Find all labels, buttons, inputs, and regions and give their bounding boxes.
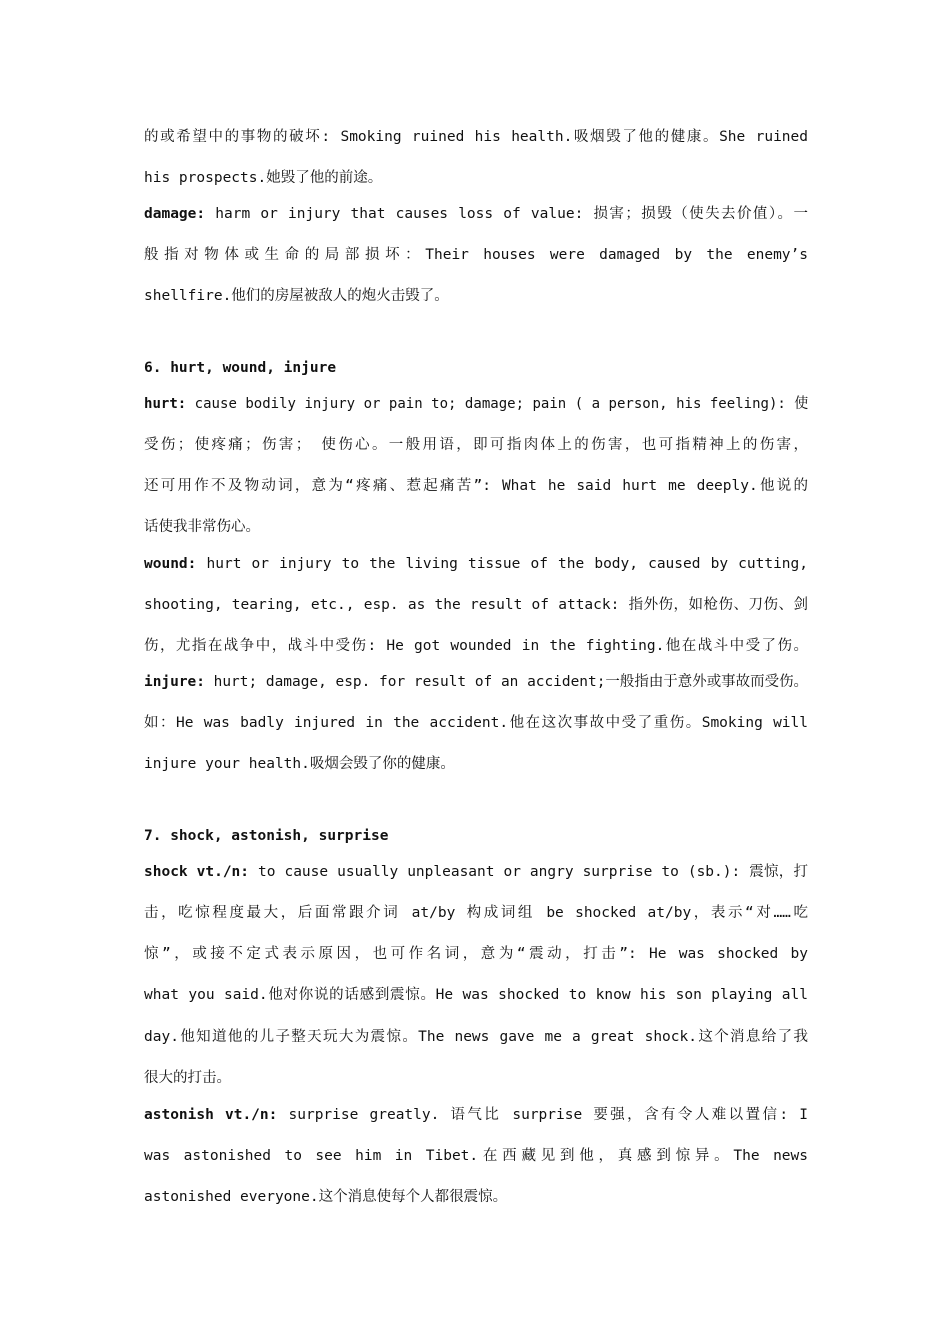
text-line: 击，吃惊程度最大，后面常跟介词 at/by 构成词组 be shocked at/by，表示“对……吃 <box>144 905 808 921</box>
text-line: 如：He was badly injured in the accident.他在这次事故中受了重伤。Smoking will <box>144 715 808 731</box>
definition-line-shock <box>144 862 808 882</box>
term-damage: damage: <box>144 206 206 222</box>
text-line: astonished everyone.这个消息使每个人都很震惊。 <box>144 1189 508 1205</box>
definition-line-hurt <box>144 394 808 414</box>
text-line: 般指对物体或生命的局部损坏：Their houses were damaged by the enemy’s <box>144 247 808 263</box>
text-line: injure your health.吸烟会毁了你的健康。 <box>144 756 455 772</box>
definition-text: hurt; damage, esp. for result of an accident;一般指由于意外或事故而受伤。 <box>204 674 809 690</box>
definition-text: hurt or injury to the living tissue of the body, caused by cutting, <box>196 556 808 572</box>
definition-line-injure <box>144 672 808 692</box>
definition-line-wound <box>144 554 808 574</box>
term-wound: wound: <box>144 556 197 572</box>
text-line: 的或希望中的事物的破坏: Smoking ruined his health.吸烟毁了他的健康。She ruined <box>144 129 808 145</box>
term-astonish: astonish vt./n: <box>144 1107 278 1123</box>
section-heading-6: 6. hurt, wound, injure <box>144 360 337 376</box>
term-injure: injure: <box>144 674 205 690</box>
definition-line-astonish <box>144 1105 808 1125</box>
definition-line-damage <box>144 204 808 224</box>
text-line: 伤，尤指在战争中，战斗中受伤: He got wounded in the fighting.他在战斗中受了伤。 <box>144 638 808 654</box>
term-hurt: hurt: <box>144 396 187 412</box>
text-line: 话使我非常伤心。 <box>144 519 260 535</box>
definition-text: harm or injury that causes loss of value: 损害；损毁（使失去价值）。一 <box>205 206 808 222</box>
text-line: what you said.他对你说的话感到震惊。He was shocked to know his son playing all <box>144 987 808 1003</box>
text-line: 很大的打击。 <box>144 1070 231 1086</box>
section-heading-7: 7. shock, astonish, surprise <box>144 828 389 844</box>
text-line: his prospects.她毁了他的前途。 <box>144 170 383 186</box>
text-line: 还可用作不及物动词，意为“疼痛、惹起痛苦”: What he said hurt me deeply.他说的 <box>144 478 808 494</box>
text-line: shellfire.他们的房屋被敌人的炮火击毁了。 <box>144 288 449 304</box>
definition-text: surprise greatly. 语气比 surprise 要强，含有令人难以置信: I <box>277 1107 808 1123</box>
text-line: shooting, tearing, etc., esp. as the result of attack: 指外伤，如枪伤、刀伤、剑 <box>144 597 808 613</box>
definition-text: cause bodily injury or pain to; damage; pain ( a person, his feeling): 使 <box>186 396 809 412</box>
text-line: day.他知道他的儿子整天玩大为震惊。The news gave me a great shock.这个消息给了我 <box>144 1029 808 1045</box>
definition-text: to cause usually unpleasant or angry surprise to (sb.): 震惊，打 <box>249 864 808 880</box>
term-shock: shock vt./n: <box>144 864 250 880</box>
text-line: was astonished to see him in Tibet.在西藏见到他，真感到惊异。The news <box>144 1148 808 1164</box>
text-line: 受伤；使疼痛；伤害； 使伤心。一般用语，即可指肉体上的伤害，也可指精神上的伤害， <box>144 437 808 453</box>
text-line: 惊”，或接不定式表示原因，也可作名词，意为“震动，打击”: He was shocked by <box>144 946 808 962</box>
